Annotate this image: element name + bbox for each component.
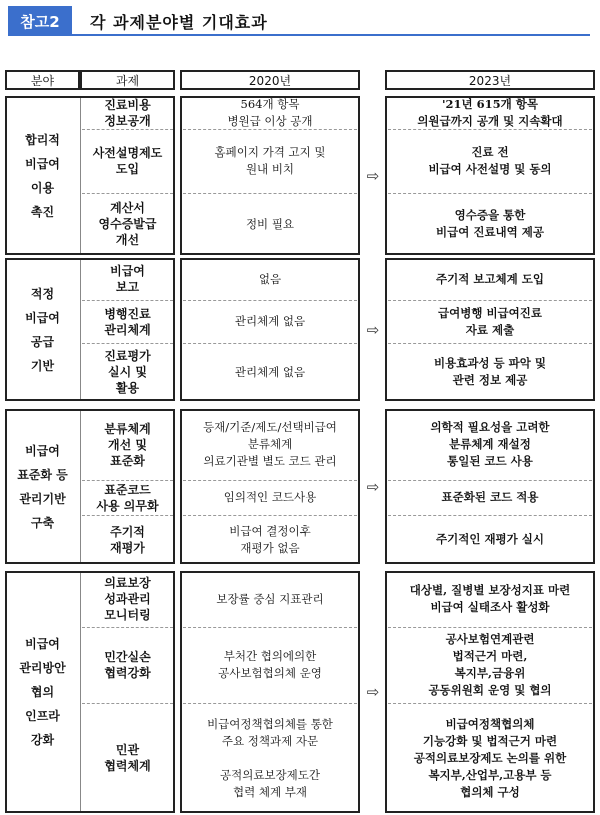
field-cell (5, 258, 80, 401)
task-cell (80, 129, 175, 193)
arrow-icon: ⇨ (366, 683, 380, 701)
text-line: 자료 제출 (465, 322, 515, 337)
text-line: 도입 (115, 162, 140, 176)
target-2023-cell (385, 409, 595, 480)
status-2020-cell (180, 571, 360, 627)
target-2023-cell (385, 96, 595, 129)
arrow-icon: ⇨ (366, 320, 380, 339)
text-line: 비용효과성 등 파악 및 (434, 356, 546, 370)
text-line: 비급여 진료내역 제공 (436, 225, 544, 239)
field-cell (5, 96, 80, 255)
text-line: 홈페이지 가격 고지 및 (214, 145, 326, 159)
status-2020-cell (180, 258, 360, 300)
text-line: 계산서 (110, 201, 145, 215)
target-2023-cell (385, 627, 595, 703)
task-cell (80, 627, 175, 703)
text-line: 이용 (30, 180, 55, 195)
status-2020-cell (180, 193, 360, 255)
field-cell (5, 571, 80, 813)
text-line: 정보공개 (104, 113, 151, 128)
text-line: 급여병행 비급여진료 (438, 305, 542, 320)
target-2023-cell (385, 300, 595, 343)
text-line: 복지부,산업부,고용부 등 (428, 767, 552, 782)
task-cell (80, 258, 175, 300)
text-line: 협력강화 (104, 666, 151, 680)
text-line: 병원급 이상 공개 (227, 113, 313, 128)
task-cell (80, 571, 175, 627)
text-line: 병행진료 (104, 306, 151, 321)
text-line: 의원급까지 공개 및 지속확대 (417, 113, 563, 128)
text-line: 관련 정보 제공 (452, 373, 528, 387)
text-line: 비급여 (25, 443, 60, 458)
text-line: 등재/기준/제도/선택비급여 (203, 420, 337, 434)
title-underline (72, 34, 590, 36)
text-line: 재평가 없음 (240, 540, 300, 555)
text-line: 협의체 구성 (460, 784, 520, 799)
text-line: 주요 정책과제 자문 (221, 733, 319, 748)
text-line: 의학적 필요성을 고려한 (430, 420, 550, 434)
text-line: 적정 (30, 286, 55, 301)
status-2020-cell (180, 515, 360, 564)
target-2023-cell (385, 703, 595, 813)
text-line: 보고 (115, 280, 140, 294)
text-line: 성과관리 (104, 592, 151, 606)
text-line: 관리체계 없음 (234, 364, 306, 379)
text-line: 분류체계 재설정 (449, 437, 531, 451)
reference-badge: 참고2 (8, 6, 72, 36)
text-line: 구축 (30, 515, 55, 530)
text-line: 부처간 협의에의한 (223, 649, 317, 663)
text-line: 표준코드 (104, 482, 151, 497)
page-title: 각 과제분야별 기대효과 (90, 13, 268, 32)
task-cell (80, 193, 175, 255)
text-line: 비급여 (25, 637, 60, 651)
text-line: 비급여 (110, 264, 145, 278)
text-line: 협의 (30, 685, 55, 699)
status-2020-cell (180, 96, 360, 129)
text-line: 비급여정책협의체 (445, 716, 535, 731)
status-2020-cell (180, 409, 360, 480)
text-line: 보장률 중심 지표관리 (216, 591, 324, 606)
text-line: 주기적 보고체계 도입 (436, 271, 544, 286)
text-line: 관리체계 (104, 322, 151, 337)
text-line: 비급여 결정이후 (229, 523, 311, 538)
text-line: 촉진 (30, 204, 55, 219)
text-line: 진료평가 (104, 349, 151, 363)
text-line: 의료기관별 별도 코드 관리 (203, 454, 337, 468)
task-cell (80, 409, 175, 480)
text-line: 진료비용 (104, 97, 151, 112)
status-2020-cell (180, 343, 360, 401)
status-2020-cell (180, 627, 360, 703)
text-line: 기능강화 및 법적근거 마련 (422, 733, 558, 748)
text-line (268, 750, 272, 767)
col-header-2023: 2023년 (385, 70, 595, 90)
text-line: 의료보장 (104, 576, 151, 590)
text-line: 사용 의무화 (96, 498, 159, 513)
task-cell (80, 703, 175, 813)
text-line: 합리적 (25, 132, 60, 147)
task-cell (80, 96, 175, 129)
text-line: '21년 615개 항목 (442, 96, 538, 111)
text-line: 강화 (30, 733, 55, 747)
arrow-icon: ⇨ (366, 477, 380, 496)
text-line: 모니터링 (104, 608, 151, 622)
text-line: 분류체계 (247, 437, 293, 451)
text-line: 개선 및 (108, 437, 147, 452)
text-line: 564개 항목 (240, 96, 300, 111)
status-2020-cell (180, 703, 360, 813)
task-cell (80, 515, 175, 564)
col-header-field: 분야 (5, 70, 80, 90)
text-line: 재평가 (110, 540, 145, 555)
target-2023-cell (385, 480, 595, 515)
text-line: 표준화 등 (17, 467, 68, 482)
text-line: 민관 (115, 743, 140, 757)
text-line: 표준화 (110, 453, 145, 468)
text-line: 실시 및 (108, 365, 147, 379)
arrow-icon: ⇨ (366, 166, 380, 185)
text-line: 없음 (258, 271, 282, 286)
text-line: 공사보험협의체 운영 (218, 666, 322, 680)
text-line: 정비 필요 (245, 216, 295, 231)
status-2020-cell (180, 129, 360, 193)
text-line: 관리체계 없음 (234, 314, 306, 328)
text-line: 통일된 코드 사용 (447, 454, 533, 468)
text-line: 공적의료보장제도간 (220, 767, 320, 782)
target-2023-cell (385, 571, 595, 627)
text-line: 공급 (30, 334, 55, 349)
text-line: 법적근거 마련, (452, 649, 528, 663)
text-line: 공적의료보장제도 논의를 위한 (413, 750, 567, 765)
target-2023-cell (385, 129, 595, 193)
target-2023-cell (385, 258, 595, 300)
text-line: 복지부,금융위 (454, 666, 526, 680)
text-line: 주기적 (110, 524, 145, 539)
target-2023-cell (385, 193, 595, 255)
text-line: 협력체계 (104, 759, 151, 773)
text-line: 비급여 사전설명 및 동의 (428, 162, 552, 176)
text-line: 협력 체계 부재 (233, 784, 307, 799)
text-line: 표준화된 코드 적용 (441, 490, 539, 504)
text-line: 비급여 실태조사 활성화 (430, 600, 550, 614)
text-line: 비급여 (25, 310, 60, 325)
task-cell (80, 343, 175, 401)
status-2020-cell (180, 480, 360, 515)
text-line: 개선 (115, 233, 140, 247)
target-2023-cell (385, 515, 595, 564)
text-line: 분류체계 (104, 421, 151, 436)
text-line: 원내 비치 (245, 162, 295, 176)
text-line: 비급여 (25, 156, 60, 171)
col-header-2020: 2020년 (180, 70, 360, 90)
status-2020-cell (180, 300, 360, 343)
text-line: 민간실손 (104, 650, 151, 664)
text-line: 임의적인 코드사용 (223, 490, 317, 504)
text-line: 영수증을 통한 (454, 208, 526, 222)
text-line: 주기적인 재평가 실시 (436, 532, 544, 546)
text-line: 공동위원회 운영 및 협의 (428, 683, 552, 697)
text-line: 사전설명제도 (92, 146, 163, 160)
text-line: 기반 (30, 358, 55, 373)
text-line: 진료 전 (471, 145, 509, 159)
text-line: 인프라 (25, 709, 60, 723)
text-line: 비급여정책협의체를 통한 (207, 716, 333, 731)
text-line: 대상별, 질병별 보장성지표 마련 (409, 583, 571, 597)
target-2023-cell (385, 343, 595, 401)
field-cell (5, 409, 80, 564)
text-line: 활용 (115, 381, 140, 395)
task-cell (80, 480, 175, 515)
text-line: 관리방안 (19, 661, 66, 675)
col-header-task: 과제 (80, 70, 175, 90)
text-line: 영수증발급 (98, 217, 157, 231)
task-cell (80, 300, 175, 343)
text-line: 관리기반 (19, 491, 66, 506)
text-line: 공사보험연계관련 (445, 632, 535, 646)
